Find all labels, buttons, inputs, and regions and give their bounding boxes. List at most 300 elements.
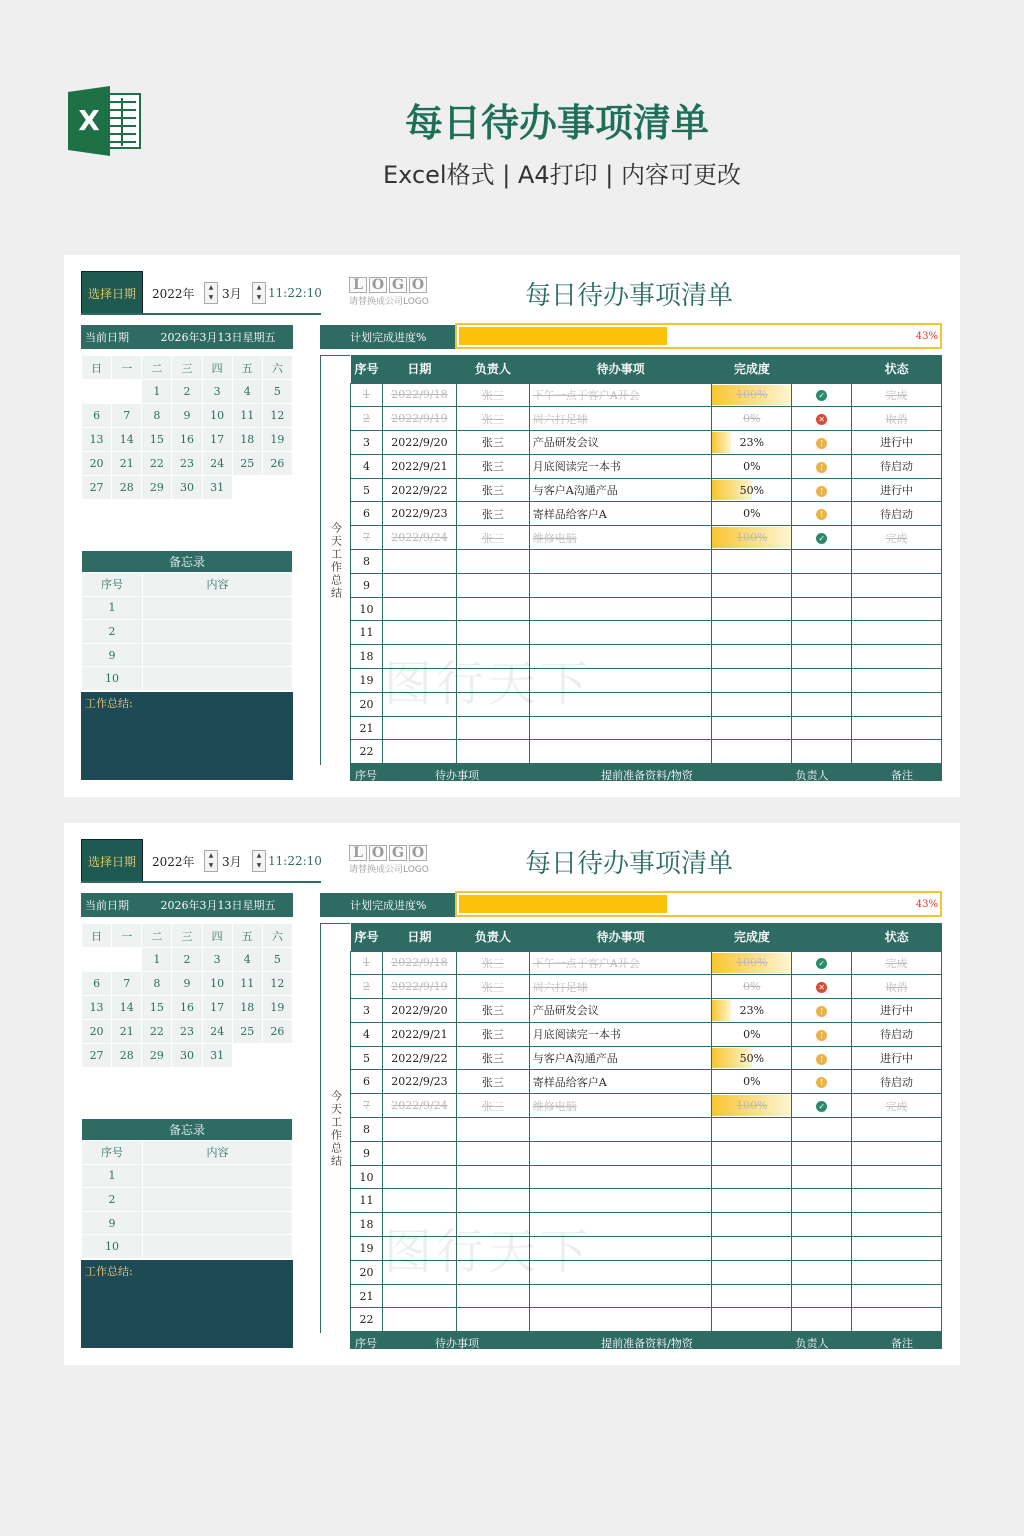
task-date[interactable]: 2022/9/24 [382,1094,456,1118]
task-no[interactable]: 18 [351,645,383,669]
task-item[interactable]: 月底阅读完一本书 [529,1022,712,1046]
footer-header [350,763,942,781]
task-owner[interactable]: 张三 [456,951,529,975]
task-item[interactable]: 下午一点于客户A开会 [529,383,712,407]
task-status[interactable] [852,1308,942,1332]
task-status[interactable] [852,1165,942,1189]
task-item[interactable]: 下午一点于客户A开会 [529,951,712,975]
task-item[interactable]: 与客户A沟通产品 [529,1046,712,1070]
calendar-day[interactable]: 10 [202,404,232,428]
task-item[interactable] [529,1308,712,1332]
task-status[interactable]: 完成 [852,383,942,407]
year-spinner[interactable] [152,850,218,872]
memo-content-cell[interactable] [143,1235,293,1259]
task-progress[interactable] [712,669,792,693]
memo-header-no: 序号 [82,573,143,597]
calendar-day[interactable]: 31 [202,476,232,500]
calendar-day[interactable]: 18 [232,428,262,452]
task-item[interactable]: 寄样品给客户A [529,1070,712,1094]
calendar-day[interactable]: 24 [202,452,232,476]
task-date[interactable]: 2022/9/19 [382,407,456,431]
calendar-day[interactable]: 21 [112,1020,142,1044]
task-owner[interactable] [456,1165,529,1189]
status-icon-cell [792,550,852,574]
task-item[interactable]: 与客户A沟通产品 [529,478,712,502]
task-no[interactable]: 7 [351,1094,383,1118]
task-no[interactable]: 22 [351,740,383,764]
task-status[interactable]: 进行中 [852,431,942,455]
task-no[interactable]: 22 [351,1308,383,1332]
task-status[interactable]: 完成 [852,526,942,550]
task-row [351,573,942,597]
task-date[interactable] [382,573,456,597]
calendar-day[interactable]: 4 [232,380,262,404]
task-no[interactable]: 6 [351,502,383,526]
task-owner[interactable]: 张三 [456,502,529,526]
task-status[interactable] [852,716,942,740]
task-progress[interactable] [712,1046,792,1070]
task-no[interactable]: 10 [351,1165,383,1189]
task-date[interactable] [382,597,456,621]
task-date[interactable] [382,1141,456,1165]
calendar-day[interactable]: 29 [142,476,172,500]
progress-text: 100% [736,1099,768,1113]
calendar-day[interactable]: 9 [172,404,202,428]
task-header: 状态 [852,355,942,383]
memo-row [82,1211,293,1235]
status-icon-cell [792,716,852,740]
task-progress[interactable] [712,383,792,407]
calendar-day[interactable]: 1 [142,948,172,972]
task-status[interactable] [852,1213,942,1237]
task-item[interactable] [529,573,712,597]
calendar-day[interactable]: 15 [142,996,172,1020]
calendar-day[interactable]: 4 [232,948,262,972]
task-date[interactable] [382,1308,456,1332]
calendar-day[interactable]: 9 [172,972,202,996]
task-item[interactable] [529,1189,712,1213]
calendar-day[interactable]: 28 [112,476,142,500]
task-item[interactable] [529,740,712,764]
month-spinner[interactable] [222,850,322,872]
task-owner[interactable]: 张三 [456,526,529,550]
task-owner[interactable]: 张三 [456,454,529,478]
task-status[interactable]: 进行中 [852,478,942,502]
task-owner[interactable] [456,621,529,645]
task-progress[interactable] [712,692,792,716]
calendar-day[interactable]: 20 [82,1020,112,1044]
calendar-day[interactable]: 23 [172,1020,202,1044]
task-owner[interactable]: 张三 [456,1046,529,1070]
memo-content-cell[interactable] [143,596,293,620]
task-status[interactable] [852,1189,942,1213]
calendar-day[interactable]: 25 [232,452,262,476]
task-owner[interactable] [456,1189,529,1213]
memo-content-cell[interactable] [143,620,293,644]
year-spinner[interactable] [152,282,218,304]
status-icon-cell [792,573,852,597]
task-owner[interactable]: 张三 [456,383,529,407]
task-progress[interactable] [712,645,792,669]
task-no[interactable]: 1 [351,383,383,407]
calendar-day[interactable]: 11 [232,972,262,996]
task-owner[interactable] [456,1308,529,1332]
task-status[interactable] [852,550,942,574]
spinner-arrows-icon[interactable]: ▲ ▼ [204,850,218,872]
check-icon: ✓ [816,1101,827,1112]
task-no[interactable]: 18 [351,1213,383,1237]
calendar-day[interactable]: 15 [142,428,172,452]
task-status[interactable] [852,645,942,669]
summary-label: 工作总结: [85,1265,133,1278]
task-status[interactable] [852,621,942,645]
task-item[interactable]: 月底阅读完一本书 [529,454,712,478]
task-status[interactable]: 待启动 [852,1070,942,1094]
calendar-day[interactable]: 18 [232,996,262,1020]
task-row [351,1094,942,1118]
task-no[interactable]: 4 [351,454,383,478]
calendar-day[interactable]: 30 [172,476,202,500]
task-status[interactable] [852,573,942,597]
task-status[interactable] [852,1284,942,1308]
task-status[interactable] [852,597,942,621]
task-status[interactable]: 完成 [852,1094,942,1118]
calendar-day[interactable]: 12 [262,972,292,996]
calendar-day[interactable]: 2 [172,948,202,972]
calendar-day[interactable]: 2 [172,380,202,404]
calendar-day[interactable]: 23 [172,452,202,476]
task-date[interactable]: 2022/9/20 [382,999,456,1023]
task-owner[interactable]: 张三 [456,975,529,999]
calendar-day[interactable]: 19 [262,428,292,452]
task-date[interactable]: 2022/9/22 [382,1046,456,1070]
task-progress[interactable] [712,1022,792,1046]
spinner-arrows-icon[interactable]: ▲ ▼ [204,282,218,304]
calendar-day[interactable]: 7 [112,972,142,996]
task-date[interactable] [382,1189,456,1213]
task-date[interactable]: 2022/9/18 [382,383,456,407]
task-status[interactable] [852,692,942,716]
task-progress[interactable] [712,478,792,502]
progress-fill [459,895,667,913]
task-status[interactable] [852,1141,942,1165]
task-date[interactable]: 2022/9/21 [382,454,456,478]
calendar-day[interactable]: 30 [172,1044,202,1068]
task-progress[interactable] [712,597,792,621]
task-no[interactable]: 11 [351,621,383,645]
summary-label: 工作总结: [85,697,133,710]
calendar-day[interactable]: 20 [82,452,112,476]
spinner-arrows-icon[interactable]: ▲ ▼ [252,850,266,872]
task-no[interactable]: 8 [351,1118,383,1142]
pending-icon: ! [816,1077,827,1088]
task-item[interactable] [529,716,712,740]
task-no[interactable]: 7 [351,526,383,550]
task-status[interactable] [852,1237,942,1261]
task-progress[interactable] [712,975,792,999]
task-no[interactable]: 5 [351,1046,383,1070]
calendar-day[interactable]: 19 [262,996,292,1020]
calendar [81,355,293,500]
task-date[interactable] [382,1118,456,1142]
task-date[interactable] [382,740,456,764]
calendar-day[interactable]: 8 [142,404,172,428]
calendar-day[interactable]: 14 [112,428,142,452]
status-icon-cell [792,1165,852,1189]
task-no[interactable]: 11 [351,1189,383,1213]
status-icon-cell [792,502,852,526]
task-date[interactable]: 2022/9/24 [382,526,456,550]
calendar-day[interactable]: 7 [112,404,142,428]
footer-header-cell: 备注 [891,769,913,782]
logo-letter: O [409,277,427,293]
calendar-day[interactable]: 17 [202,996,232,1020]
task-no[interactable]: 20 [351,1260,383,1284]
task-no[interactable]: 10 [351,597,383,621]
progress-text: 100% [736,388,768,402]
memo-content-cell[interactable] [143,1164,293,1188]
calendar-day[interactable]: 5 [262,948,292,972]
work-summary[interactable] [81,1260,293,1348]
task-item[interactable] [529,1165,712,1189]
task-no[interactable]: 20 [351,692,383,716]
calendar-day[interactable]: 17 [202,428,232,452]
task-progress[interactable] [712,716,792,740]
task-date[interactable]: 2022/9/20 [382,431,456,455]
task-row [351,407,942,431]
task-progress[interactable] [712,999,792,1023]
footer-header-cell: 备注 [891,1337,913,1350]
task-item[interactable]: 维修电脑 [529,1094,712,1118]
task-progress[interactable] [712,1141,792,1165]
task-progress[interactable] [712,951,792,975]
task-progress[interactable] [712,1070,792,1094]
year-value: 2022年 [152,854,195,869]
task-progress[interactable] [712,1237,792,1261]
task-status[interactable]: 待启动 [852,1022,942,1046]
logo-letter: G [389,845,407,861]
task-item[interactable]: 周六打足球 [529,407,712,431]
task-item[interactable]: 周六打足球 [529,975,712,999]
task-item[interactable] [529,1141,712,1165]
task-owner[interactable] [456,1118,529,1142]
task-date[interactable]: 2022/9/22 [382,478,456,502]
task-progress[interactable] [712,1260,792,1284]
task-row [351,502,942,526]
month-spinner[interactable] [222,282,322,304]
calendar-day[interactable]: 3 [202,948,232,972]
memo-row [82,1188,293,1212]
calendar-day[interactable]: 14 [112,996,142,1020]
calendar-day[interactable]: 11 [232,404,262,428]
calendar-day[interactable]: 26 [262,1020,292,1044]
task-row [351,1118,942,1142]
memo-content-cell[interactable] [143,667,293,691]
task-progress[interactable] [712,431,792,455]
task-owner[interactable]: 张三 [456,1094,529,1118]
task-status[interactable]: 完成 [852,951,942,975]
task-no[interactable]: 2 [351,975,383,999]
task-no[interactable]: 21 [351,1284,383,1308]
task-status[interactable] [852,669,942,693]
task-owner[interactable]: 张三 [456,999,529,1023]
footer-header-cell: 提前准备资料/物资 [601,1337,693,1350]
task-item[interactable] [529,621,712,645]
task-row [351,716,942,740]
status-icon-cell [792,1094,852,1118]
task-progress[interactable] [712,740,792,764]
task-owner[interactable]: 张三 [456,431,529,455]
task-item[interactable]: 寄样品给客户A [529,502,712,526]
calendar-day[interactable]: 6 [82,972,112,996]
task-progress[interactable] [712,454,792,478]
task-row [351,999,942,1023]
calendar-day[interactable]: 27 [82,1044,112,1068]
work-summary[interactable] [81,692,293,780]
task-owner[interactable] [456,740,529,764]
task-owner[interactable] [456,597,529,621]
task-no[interactable]: 9 [351,573,383,597]
task-date[interactable]: 2022/9/19 [382,975,456,999]
calendar-day[interactable]: 25 [232,1020,262,1044]
task-owner[interactable] [456,573,529,597]
task-progress[interactable] [712,407,792,431]
task-status[interactable]: 进行中 [852,1046,942,1070]
task-progress[interactable] [712,1284,792,1308]
task-no[interactable]: 19 [351,669,383,693]
task-owner[interactable]: 张三 [456,478,529,502]
task-no[interactable]: 3 [351,431,383,455]
task-owner[interactable] [456,1284,529,1308]
task-progress[interactable] [712,502,792,526]
calendar-day[interactable]: 16 [172,428,202,452]
calendar-day[interactable]: 26 [262,452,292,476]
calendar-day[interactable]: 29 [142,1044,172,1068]
task-no[interactable]: 2 [351,407,383,431]
calendar-day[interactable]: 13 [82,996,112,1020]
task-progress[interactable] [712,1213,792,1237]
task-no[interactable]: 6 [351,1070,383,1094]
task-progress[interactable] [712,1118,792,1142]
calendar-weekday: 六 [262,356,292,380]
task-owner[interactable]: 张三 [456,1070,529,1094]
side-summary-label: 今天工作总结 [320,355,350,765]
task-progress[interactable] [712,573,792,597]
calendar-day[interactable]: 21 [112,452,142,476]
task-progress[interactable] [712,526,792,550]
task-date[interactable] [382,550,456,574]
task-owner[interactable] [456,716,529,740]
task-date[interactable] [382,1165,456,1189]
task-date[interactable] [382,621,456,645]
task-item[interactable] [529,1118,712,1142]
task-progress[interactable] [712,1308,792,1332]
task-date[interactable]: 2022/9/21 [382,1022,456,1046]
calendar-day[interactable]: 24 [202,1020,232,1044]
task-no[interactable]: 4 [351,1022,383,1046]
task-date[interactable] [382,716,456,740]
calendar-day[interactable]: 5 [262,380,292,404]
calendar-day[interactable]: 13 [82,428,112,452]
task-status[interactable]: 待启动 [852,454,942,478]
task-no[interactable]: 21 [351,716,383,740]
task-status[interactable]: 取消 [852,407,942,431]
task-owner[interactable]: 张三 [456,1022,529,1046]
progress-fill [459,327,667,345]
memo-content-cell[interactable] [143,643,293,667]
calendar-day[interactable]: 28 [112,1044,142,1068]
task-no[interactable]: 5 [351,478,383,502]
task-no[interactable]: 19 [351,1237,383,1261]
task-status[interactable] [852,1260,942,1284]
calendar-weekday: 三 [172,356,202,380]
task-date[interactable] [382,1284,456,1308]
task-progress[interactable] [712,1189,792,1213]
task-status[interactable] [852,1118,942,1142]
calendar-day[interactable]: 16 [172,996,202,1020]
task-status[interactable]: 进行中 [852,999,942,1023]
memo-content-cell[interactable] [143,1188,293,1212]
calendar-day[interactable]: 12 [262,404,292,428]
calendar-day[interactable]: 22 [142,1020,172,1044]
calendar-day[interactable]: 31 [202,1044,232,1068]
task-date[interactable]: 2022/9/23 [382,502,456,526]
task-date[interactable]: 2022/9/23 [382,1070,456,1094]
progress-text: 50% [739,483,765,497]
memo-content-cell[interactable] [143,1211,293,1235]
task-status[interactable]: 待启动 [852,502,942,526]
task-item[interactable]: 产品研发会议 [529,999,712,1023]
task-no[interactable]: 9 [351,1141,383,1165]
calendar-day[interactable]: 8 [142,972,172,996]
task-item[interactable]: 维修电脑 [529,526,712,550]
task-owner[interactable] [456,1141,529,1165]
calendar-day[interactable]: 10 [202,972,232,996]
task-progress[interactable] [712,1165,792,1189]
task-progress[interactable] [712,550,792,574]
task-row [351,1308,942,1332]
task-status[interactable] [852,740,942,764]
task-date[interactable]: 2022/9/18 [382,951,456,975]
calendar-day[interactable]: 1 [142,380,172,404]
task-no[interactable]: 1 [351,951,383,975]
logo-caption: 请替换成公司LOGO [349,297,429,307]
spinner-arrows-icon[interactable]: ▲ ▼ [252,282,266,304]
calendar-day[interactable]: 3 [202,380,232,404]
task-header: 待办事项 [529,923,712,951]
calendar-day[interactable]: 6 [82,404,112,428]
task-no[interactable]: 3 [351,999,383,1023]
task-no[interactable]: 8 [351,550,383,574]
task-item[interactable]: 产品研发会议 [529,431,712,455]
svg-text:X: X [78,104,100,137]
task-item[interactable] [529,550,712,574]
task-owner[interactable] [456,550,529,574]
calendar-weekday: 五 [232,356,262,380]
calendar-day[interactable]: 22 [142,452,172,476]
task-status[interactable]: 取消 [852,975,942,999]
logo-letter: O [409,845,427,861]
task-progress[interactable] [712,1094,792,1118]
calendar-day[interactable]: 27 [82,476,112,500]
memo-no: 9 [82,643,143,667]
year-value: 2022年 [152,286,195,301]
task-item[interactable] [529,1284,712,1308]
task-owner[interactable]: 张三 [456,407,529,431]
task-progress[interactable] [712,621,792,645]
task-row [351,550,942,574]
task-item[interactable] [529,597,712,621]
